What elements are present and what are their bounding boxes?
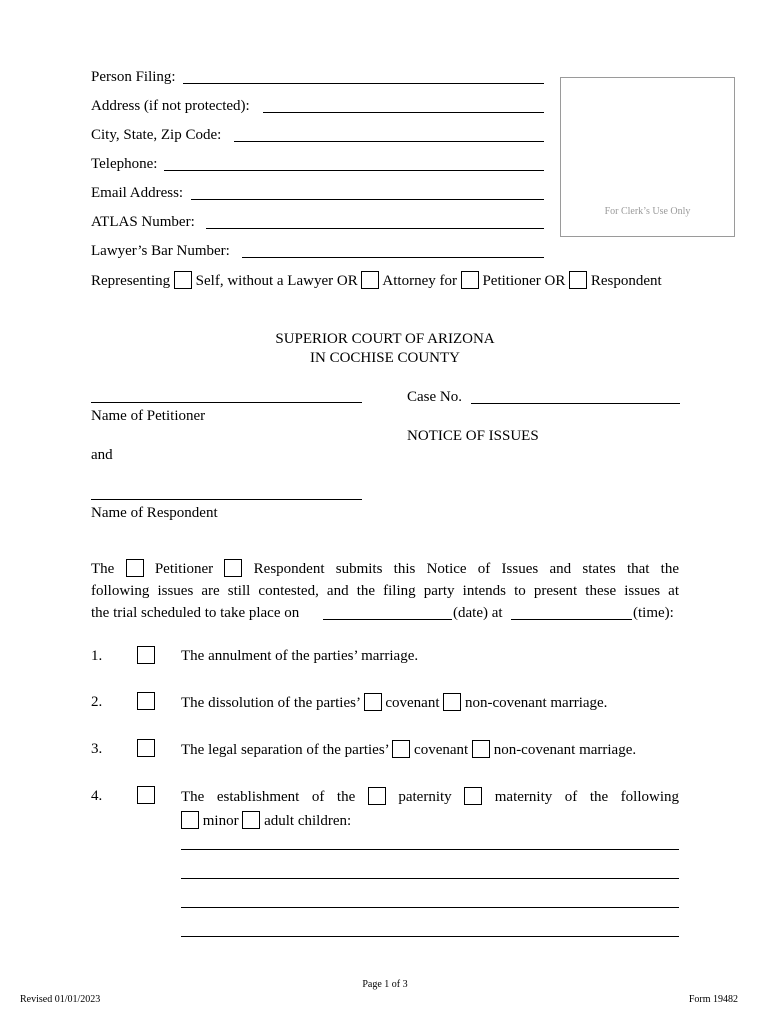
and-text: and bbox=[91, 447, 113, 463]
person-filing-label: Person Filing: bbox=[91, 69, 176, 85]
document-title: NOTICE OF ISSUES bbox=[407, 428, 539, 444]
issue-4-number: 4. bbox=[91, 788, 103, 804]
issue-3-noncovenant-checkbox[interactable] bbox=[472, 740, 490, 758]
issue-2-noncovenant-label: non-covenant marriage. bbox=[465, 695, 608, 711]
intro-time-label: (time): bbox=[633, 605, 674, 621]
issue-1-text: The annulment of the parties’ marriage. bbox=[181, 648, 419, 664]
children-line-2[interactable] bbox=[181, 878, 679, 879]
city-state-zip-label: City, State, Zip Code: bbox=[91, 127, 222, 143]
petitioner-name-field[interactable] bbox=[91, 402, 362, 403]
atlas-number-label: ATLAS Number: bbox=[91, 214, 195, 230]
issue-2-number: 2. bbox=[91, 694, 103, 710]
respondent-label: Respondent bbox=[590, 273, 662, 289]
page-number: Page 1 of 3 bbox=[362, 979, 408, 990]
court-county: IN COCHISE COUNTY bbox=[310, 350, 460, 366]
respondent-name-field[interactable] bbox=[91, 499, 362, 500]
person-filing-field[interactable] bbox=[183, 83, 544, 84]
issue-3-covenant-label: covenant bbox=[414, 742, 469, 758]
issue-4-minor-label: minor bbox=[202, 813, 239, 829]
issue-3-checkbox[interactable] bbox=[137, 739, 155, 757]
intro-line-2: following issues are still contested, and the filing party intends to present these issues at bbox=[91, 583, 679, 599]
attorney-label: Attorney for bbox=[382, 273, 457, 289]
issue-3-noncovenant-label: non-covenant marriage. bbox=[493, 742, 637, 758]
city-state-zip-field[interactable] bbox=[234, 141, 544, 142]
intro-line-1 bbox=[91, 559, 679, 578]
case-number-field[interactable] bbox=[471, 403, 680, 404]
issue-1-checkbox[interactable] bbox=[137, 646, 155, 664]
intro-line-3 bbox=[91, 604, 299, 622]
issue-4-row-2 bbox=[181, 811, 351, 830]
issue-4-paternity-checkbox[interactable] bbox=[368, 787, 386, 805]
self-checkbox[interactable] bbox=[174, 271, 192, 289]
intro-petitioner-checkbox[interactable] bbox=[126, 559, 144, 577]
issue-2-covenant-checkbox[interactable] bbox=[364, 693, 382, 711]
intro-trial-text: the trial scheduled to take place on bbox=[91, 605, 300, 621]
issue-3-text: The legal separation of the parties’ bbox=[181, 742, 389, 758]
representing-row bbox=[91, 271, 662, 290]
email-label: Email Address: bbox=[91, 185, 184, 201]
issue-3-row bbox=[181, 740, 636, 759]
intro-petitioner-label: Petitioner bbox=[154, 561, 214, 577]
telephone-field[interactable] bbox=[164, 170, 544, 171]
issue-2-text: The dissolution of the parties’ bbox=[181, 695, 360, 711]
intro-line-1-rest: Respondent submits this Notice of Issues and states that the bbox=[253, 561, 680, 577]
issue-3-number: 3. bbox=[91, 741, 103, 757]
children-line-4[interactable] bbox=[181, 936, 679, 937]
petitioner-checkbox[interactable] bbox=[461, 271, 479, 289]
form-number: Form 19482 bbox=[688, 994, 738, 1005]
respondent-checkbox[interactable] bbox=[569, 271, 587, 289]
address-label: Address (if not protected): bbox=[91, 98, 250, 114]
case-number-label: Case No. bbox=[407, 389, 462, 405]
children-line-3[interactable] bbox=[181, 907, 679, 908]
issue-2-row bbox=[181, 693, 607, 712]
petitioner-or-label: Petitioner OR bbox=[482, 273, 566, 289]
issue-4-maternity-checkbox[interactable] bbox=[464, 787, 482, 805]
issue-4-text: The establishment of the bbox=[181, 789, 356, 805]
intro-the: The bbox=[91, 561, 115, 577]
issue-3-covenant-checkbox[interactable] bbox=[392, 740, 410, 758]
issue-1-number: 1. bbox=[91, 648, 103, 664]
issue-2-covenant-label: covenant bbox=[385, 695, 440, 711]
court-name: SUPERIOR COURT OF ARIZONA bbox=[275, 331, 495, 347]
representing-label: Representing bbox=[91, 273, 171, 289]
self-label: Self, without a Lawyer OR bbox=[195, 273, 358, 289]
issue-4-checkbox[interactable] bbox=[137, 786, 155, 804]
issue-4-adult-checkbox[interactable] bbox=[242, 811, 260, 829]
children-line-1[interactable] bbox=[181, 849, 679, 850]
issue-4-paternity-label: paternity bbox=[398, 789, 452, 805]
trial-date-field[interactable] bbox=[323, 619, 452, 620]
telephone-label: Telephone: bbox=[91, 156, 158, 172]
issue-4-maternity-label: maternity of the following bbox=[494, 789, 680, 805]
bar-number-field[interactable] bbox=[242, 257, 544, 258]
issue-4-minor-checkbox[interactable] bbox=[181, 811, 199, 829]
address-field[interactable] bbox=[263, 112, 544, 113]
email-field[interactable] bbox=[191, 199, 544, 200]
issue-4-adult-label: adult children: bbox=[264, 813, 352, 829]
intro-respondent-checkbox[interactable] bbox=[224, 559, 242, 577]
intro-date-label: (date) at bbox=[453, 605, 503, 621]
petitioner-name-label: Name of Petitioner bbox=[91, 408, 206, 424]
atlas-number-field[interactable] bbox=[206, 228, 544, 229]
issue-2-checkbox[interactable] bbox=[137, 692, 155, 710]
issue-2-noncovenant-checkbox[interactable] bbox=[443, 693, 461, 711]
clerk-use-text: For Clerk’s Use Only bbox=[604, 206, 691, 217]
attorney-checkbox[interactable] bbox=[361, 271, 379, 289]
bar-number-label: Lawyer’s Bar Number: bbox=[91, 243, 230, 259]
clerk-use-box bbox=[560, 77, 735, 237]
issue-4-row bbox=[181, 787, 679, 806]
revised-date: Revised 01/01/2023 bbox=[20, 994, 101, 1005]
trial-time-field[interactable] bbox=[511, 619, 632, 620]
respondent-name-label: Name of Respondent bbox=[91, 505, 218, 521]
